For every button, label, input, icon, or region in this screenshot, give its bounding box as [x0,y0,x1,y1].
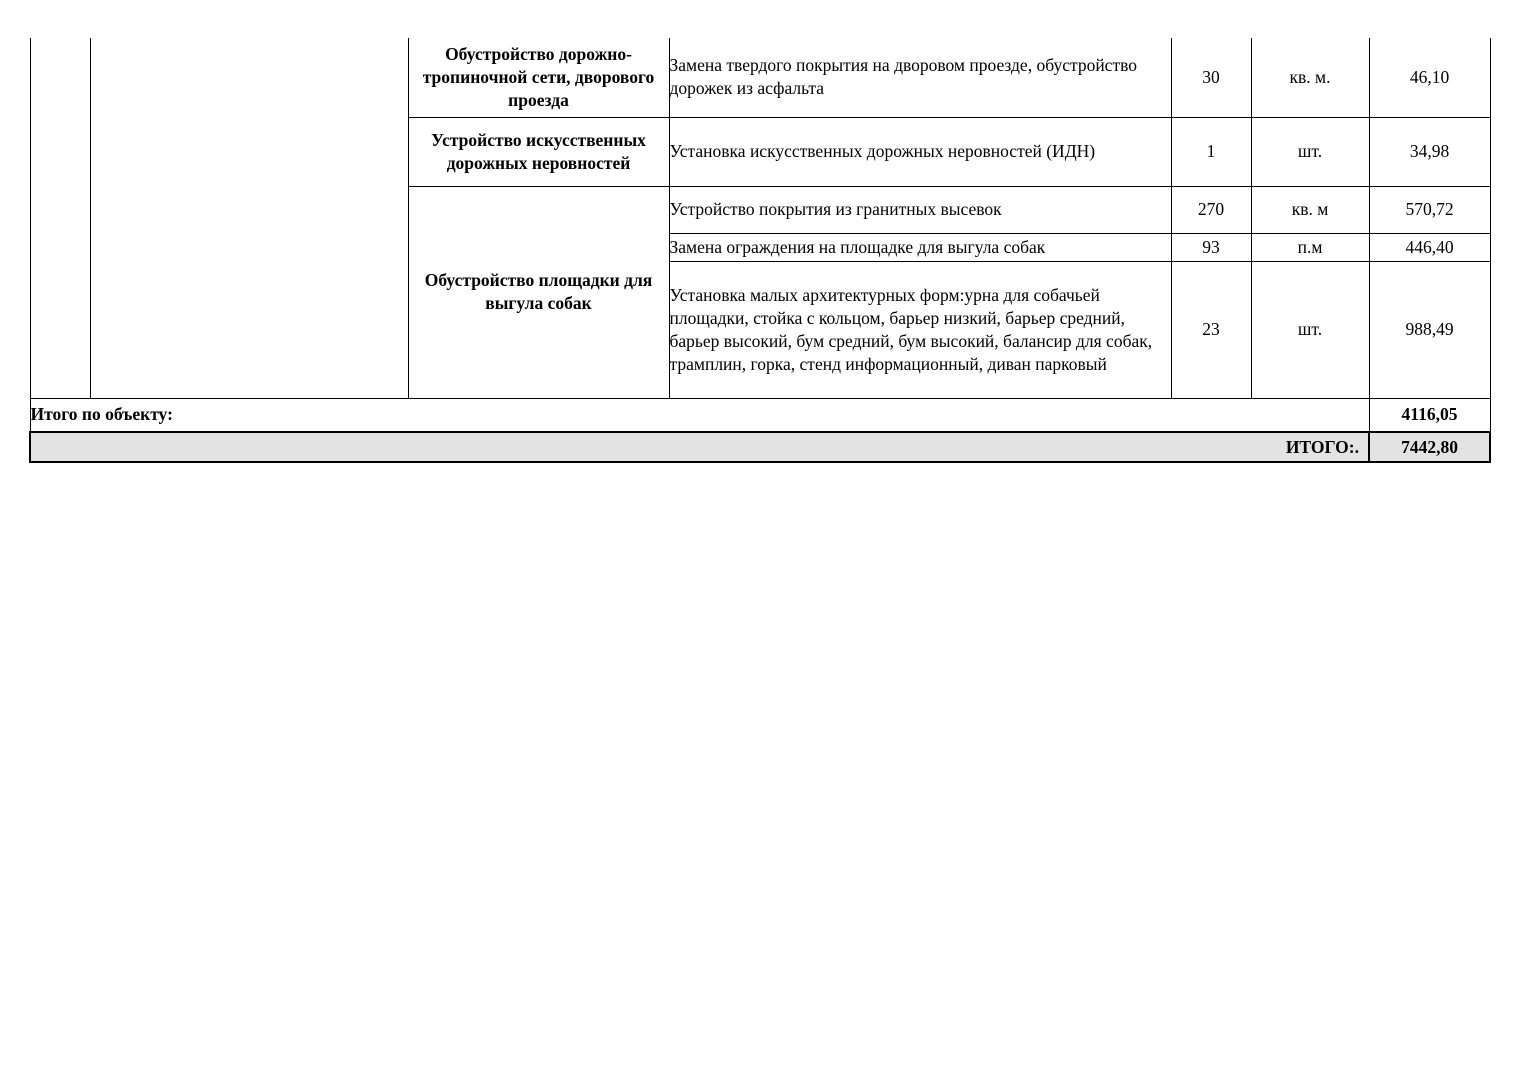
subtotal-label: Итого по объекту: [30,398,1369,432]
sum-cell: 570,72 [1369,186,1490,233]
quantity-cell: 30 [1171,38,1251,117]
grand-total-label: ИТОГО:. [30,432,1369,462]
grand-total-row [30,432,1490,462]
work-description: Установка искусственных дорожных неровностей (ИДН) [669,117,1171,186]
table-row [30,38,1490,117]
quantity-cell: 93 [1171,233,1251,261]
work-category: Устройство искусственных дорожных неровностей [408,117,669,186]
subtotal-value: 4116,05 [1369,398,1490,432]
work-category: Обустройство дорожно-тропиночной сети, дворового проезда [408,38,669,117]
unit-cell: кв. м. [1251,38,1369,117]
unit-cell: кв. м [1251,186,1369,233]
sum-cell: 988,49 [1369,261,1490,398]
grand-total-value: 7442,80 [1369,432,1490,462]
quantity-cell: 23 [1171,261,1251,398]
work-description: Устройство покрытия из гранитных высевок [669,186,1171,233]
work-description: Замена твердого покрытия на дворовом проезде, обустройство дорожек из асфальта [669,38,1171,117]
sum-cell: 34,98 [1369,117,1490,186]
work-category: Обустройство площадки для выгула собак [408,186,669,398]
index-cell [30,38,90,398]
sum-cell: 446,40 [1369,233,1490,261]
quantity-cell: 270 [1171,186,1251,233]
estimate-table [29,38,1491,463]
quantity-cell: 1 [1171,117,1251,186]
unit-cell: п.м [1251,233,1369,261]
sum-cell: 46,10 [1369,38,1490,117]
work-description: Замена ограждения на площадке для выгула собак [669,233,1171,261]
object-cell [90,38,408,398]
subtotal-row [30,398,1490,432]
unit-cell: шт. [1251,117,1369,186]
work-description: Установка малых архитектурных форм:урна для собачьей площадки, стойка с кольцом, барьер низкий, барьер средний, барьер высокий, бум средний, бум высокий, балансир для собак, трамплин, горка, стенд информационный, диван парковый [669,261,1171,398]
unit-cell: шт. [1251,261,1369,398]
